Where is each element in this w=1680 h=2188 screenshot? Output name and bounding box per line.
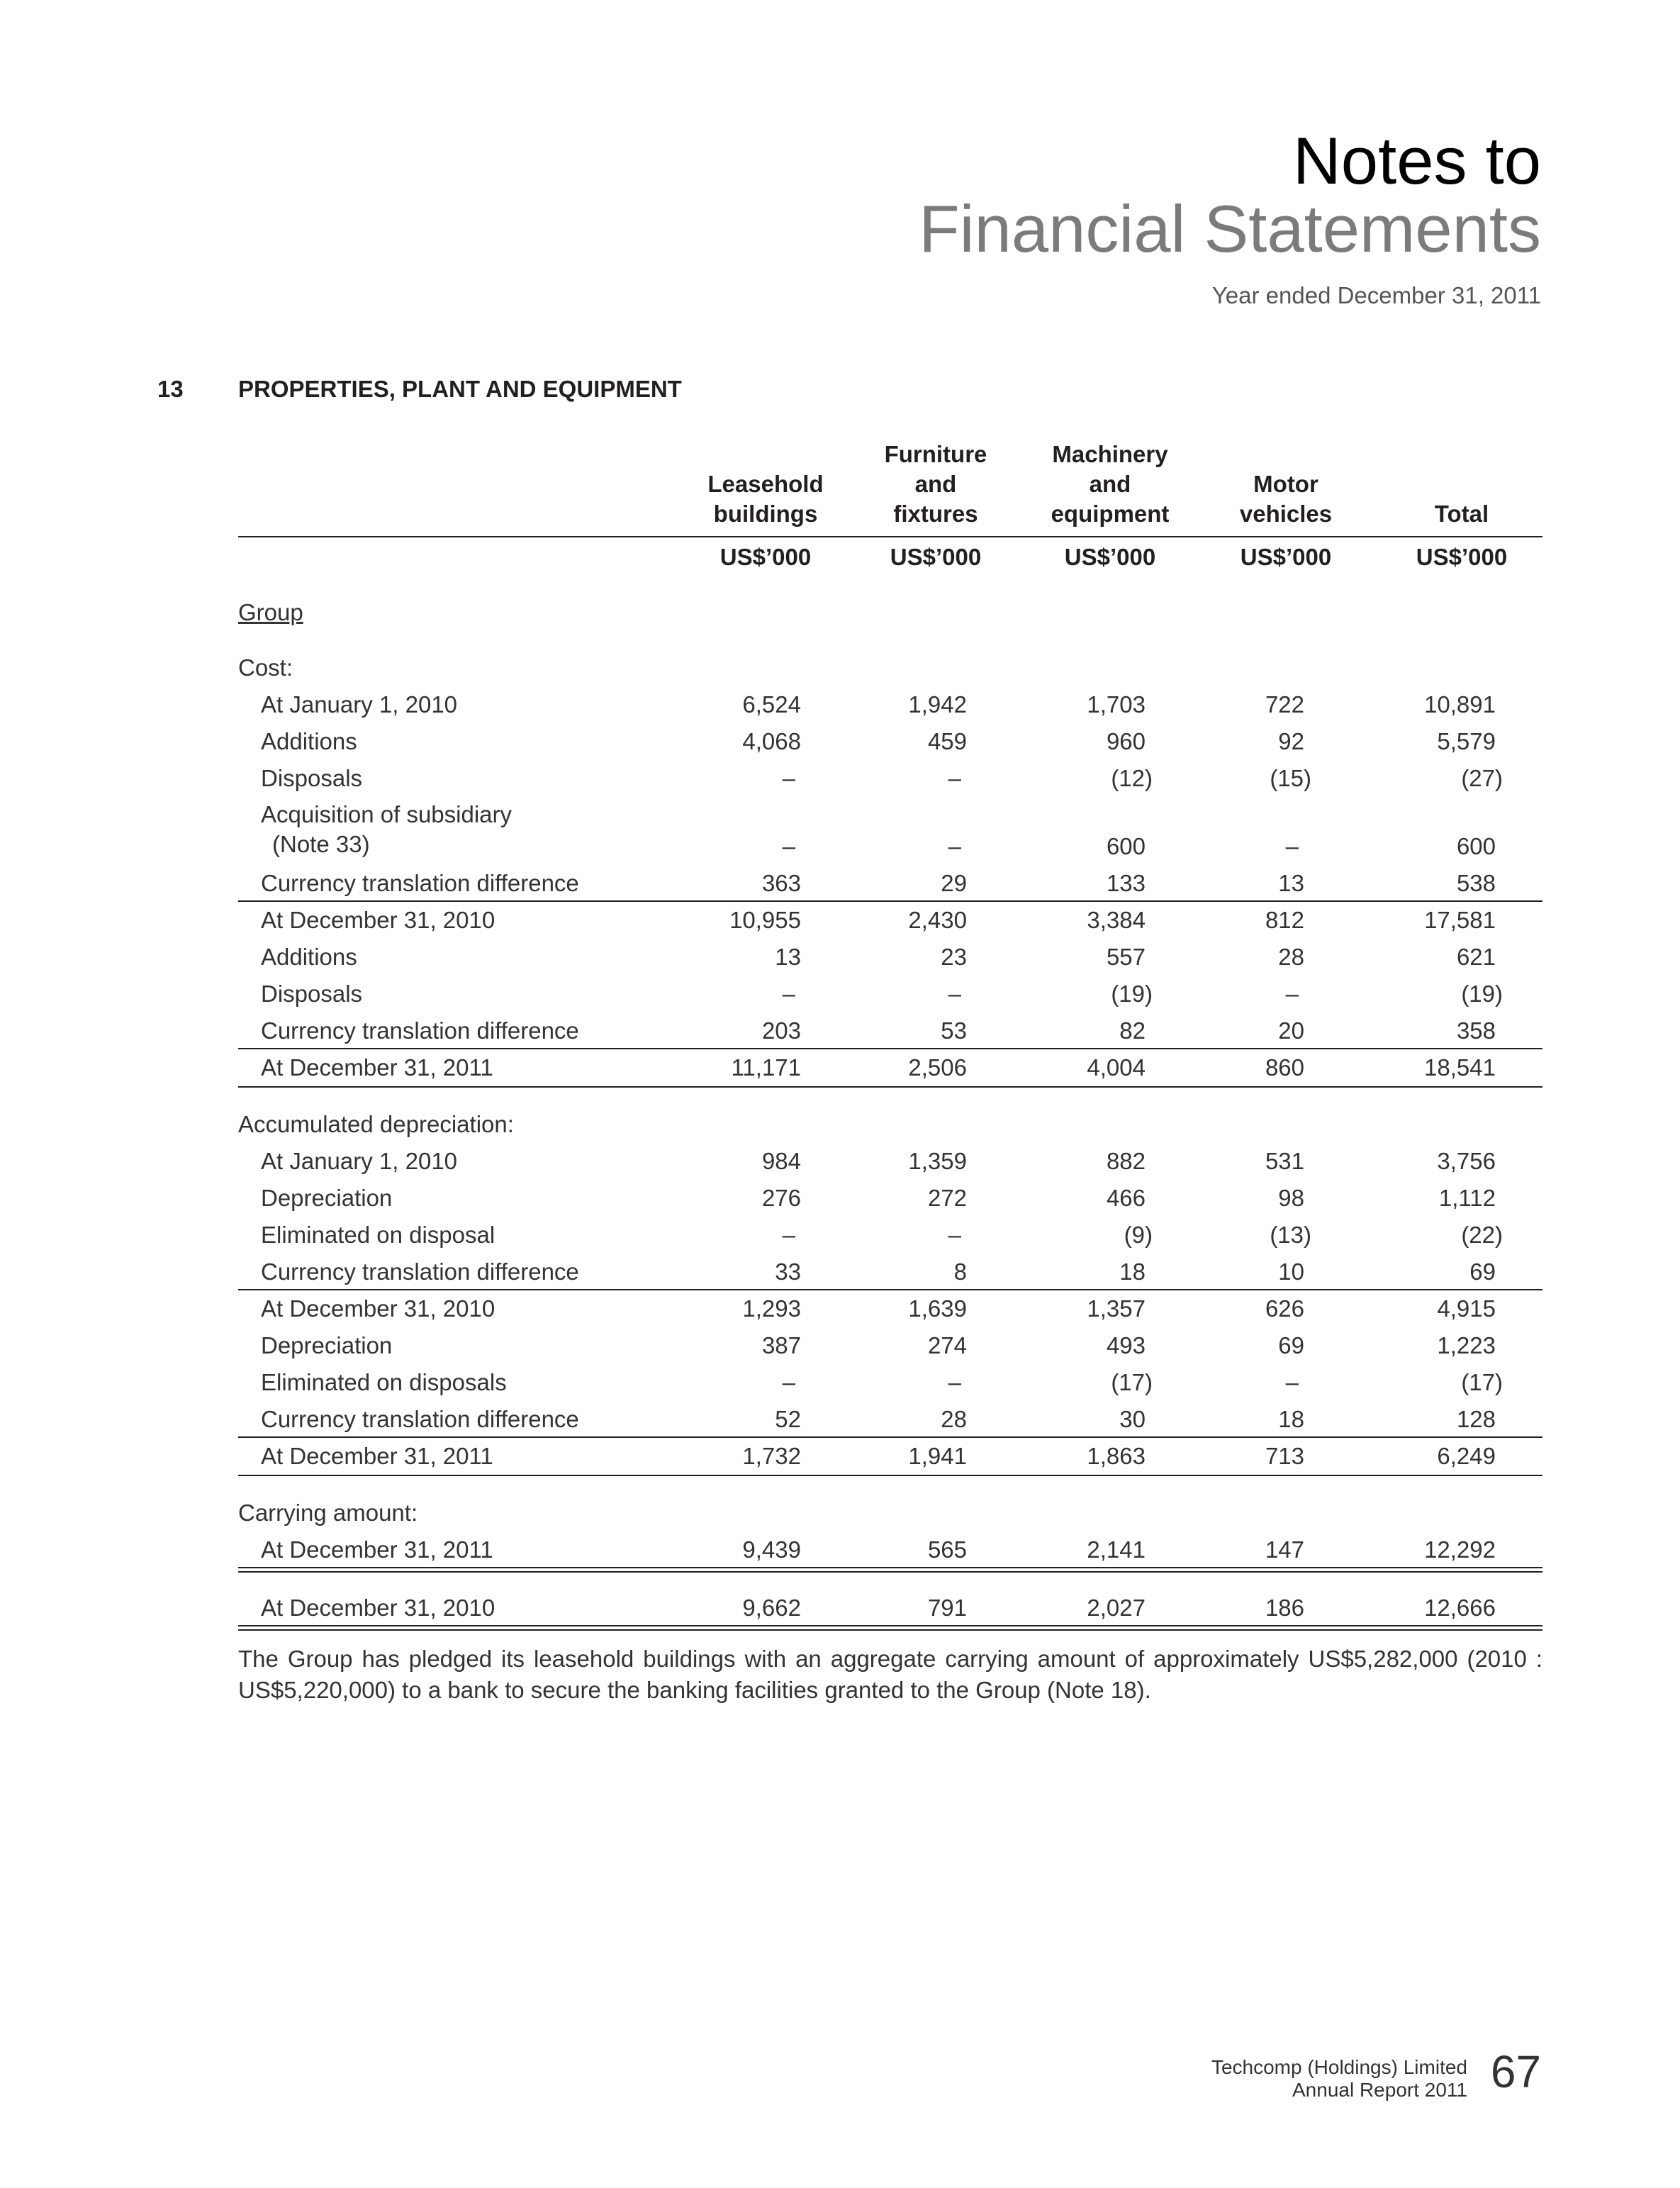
group-heading: [0, 594, 1680, 631]
table-row: [0, 865, 1680, 902]
cell-machinery: 4,004: [1087, 1054, 1146, 1081]
cell-total: 17,581: [1424, 907, 1496, 933]
column-header-line: and: [914, 471, 957, 497]
cell-motor: (13): [1270, 1222, 1311, 1248]
row-label: Depreciation: [261, 1332, 393, 1358]
cell-total: 6,249: [1437, 1443, 1496, 1469]
cell-machinery: 2,141: [1087, 1536, 1146, 1563]
row-label: Currency translation difference: [261, 1017, 579, 1044]
cell-leasehold: 387: [761, 1332, 801, 1358]
cell-furniture: –: [948, 833, 961, 859]
cell-total: 69: [1469, 1258, 1496, 1285]
column-header-line: and: [1089, 471, 1131, 497]
cell-machinery: 960: [1106, 728, 1146, 754]
table-row: [0, 760, 1680, 797]
row-label: At December 31, 2011: [261, 1054, 493, 1081]
cell-machinery: 82: [1119, 1017, 1146, 1044]
row-label: Additions: [261, 728, 357, 754]
column-header-total: [1380, 445, 1543, 529]
cell-leasehold: 9,662: [742, 1595, 801, 1621]
cell-motor: 860: [1265, 1054, 1304, 1081]
footer-company-name: Techcomp (Holdings) Limited: [1211, 2056, 1467, 2078]
page-number: 67: [1490, 2046, 1541, 2097]
header-rule: [238, 536, 1542, 537]
cell-motor: 28: [1278, 944, 1304, 970]
table-row: [0, 1327, 1680, 1364]
row-label: At January 1, 2010: [261, 691, 458, 718]
cell-leasehold: 203: [761, 1017, 801, 1044]
cell-leasehold: 1,732: [742, 1443, 801, 1469]
subtotal-rule: [238, 1048, 1542, 1049]
column-unit-total: US$’000: [1416, 544, 1508, 570]
cell-furniture: 1,941: [908, 1443, 967, 1469]
cell-furniture: 23: [941, 944, 967, 970]
row-label: At January 1, 2010: [261, 1148, 458, 1174]
table-row: [0, 902, 1680, 939]
table-row: [0, 1364, 1680, 1401]
cell-total: 600: [1456, 833, 1496, 859]
cell-motor: 713: [1265, 1443, 1304, 1469]
table-row: [0, 1290, 1680, 1327]
row-label: Disposals: [261, 981, 363, 1007]
table-row: [0, 1531, 1680, 1568]
cell-motor: 18: [1278, 1406, 1304, 1432]
cell-total: (19): [1461, 981, 1503, 1007]
cell-machinery: 557: [1106, 944, 1146, 970]
table-row: [0, 686, 1680, 723]
table-row: [0, 1217, 1680, 1254]
depreciation-heading: [0, 1106, 1680, 1143]
cell-leasehold: 10,955: [729, 907, 801, 933]
cell-total: 1,223: [1437, 1332, 1496, 1358]
cell-total: 3,756: [1437, 1148, 1496, 1174]
double-rule: [238, 1625, 1542, 1631]
cell-total: 5,579: [1437, 728, 1496, 754]
subtotal-rule: [238, 900, 1542, 902]
cell-furniture: –: [948, 1222, 961, 1248]
cell-machinery: 1,863: [1087, 1443, 1146, 1469]
column-header-line: buildings: [713, 501, 818, 527]
cell-furniture: 29: [941, 870, 967, 896]
cell-motor: 626: [1265, 1295, 1304, 1322]
cell-total: (27): [1461, 765, 1503, 791]
cell-furniture: 791: [927, 1595, 967, 1621]
cell-leasehold: 363: [761, 870, 801, 896]
cell-machinery: (12): [1111, 765, 1153, 791]
column-unit-furniture: US$’000: [890, 544, 982, 570]
table-row: [0, 1049, 1680, 1086]
cell-leasehold: –: [782, 1369, 795, 1395]
double-rule: [238, 1567, 1542, 1573]
cell-furniture: 8: [953, 1258, 967, 1285]
cell-machinery: 2,027: [1087, 1595, 1146, 1621]
cell-furniture: 2,430: [908, 907, 967, 933]
cell-motor: 69: [1278, 1332, 1304, 1358]
column-header-leasehold: [684, 445, 847, 529]
page-title-line2: Financial Statements: [919, 191, 1541, 266]
cell-furniture: 272: [927, 1185, 967, 1211]
column-header-line: Furniture: [884, 441, 987, 467]
cell-leasehold: 33: [775, 1258, 801, 1285]
column-header-furniture: [854, 441, 1017, 529]
cell-machinery: 30: [1119, 1406, 1146, 1432]
cell-motor: 147: [1265, 1536, 1304, 1563]
cell-motor: 98: [1278, 1185, 1304, 1211]
cell-total: 128: [1456, 1406, 1496, 1432]
cell-leasehold: 6,524: [742, 691, 801, 718]
column-header-line: vehicles: [1239, 501, 1333, 527]
subtotal-rule: [238, 1289, 1542, 1290]
table-row: [0, 1143, 1680, 1180]
column-header-line: Machinery: [1052, 441, 1168, 467]
cell-motor: 20: [1278, 1017, 1304, 1044]
cell-furniture: –: [948, 981, 961, 1007]
table-row: [0, 1438, 1680, 1475]
cell-machinery: 466: [1106, 1185, 1146, 1211]
cell-motor: 92: [1278, 728, 1304, 754]
page-title-line1: Notes to: [1292, 123, 1541, 198]
cell-leasehold: 4,068: [742, 728, 801, 754]
cell-machinery: 3,384: [1087, 907, 1146, 933]
cell-machinery: 133: [1106, 870, 1146, 896]
cell-total: (17): [1461, 1369, 1503, 1395]
cell-motor: 13: [1278, 870, 1304, 896]
table-row: [0, 723, 1680, 760]
column-header-motor: [1204, 445, 1367, 529]
row-label: Eliminated on disposals: [261, 1369, 507, 1395]
row-label: At December 31, 2010: [261, 1295, 495, 1322]
footer-report-name: Annual Report 2011: [1292, 2079, 1467, 2101]
cell-motor: –: [1285, 833, 1299, 859]
cell-motor: –: [1285, 981, 1299, 1007]
cell-machinery: 1,703: [1087, 691, 1146, 718]
page-subtitle: Year ended December 31, 2011: [1211, 282, 1541, 308]
cost-heading-label: Cost:: [238, 654, 293, 681]
section-title: PROPERTIES, PLANT AND EQUIPMENT: [238, 376, 682, 402]
carrying-heading-label: Carrying amount:: [238, 1500, 418, 1526]
cell-furniture: 274: [927, 1332, 967, 1358]
column-header-line: Motor: [1253, 471, 1318, 497]
cell-machinery: (17): [1111, 1369, 1153, 1395]
cell-motor: 531: [1265, 1148, 1304, 1174]
row-label: Disposals: [261, 765, 363, 791]
cell-machinery: (19): [1111, 981, 1153, 1007]
table-row: [0, 939, 1680, 976]
table-row: [0, 976, 1680, 1012]
cell-motor: –: [1285, 1369, 1299, 1395]
cell-machinery: (9): [1124, 1222, 1153, 1248]
cell-total: 621: [1456, 944, 1496, 970]
cell-total: 12,666: [1424, 1595, 1496, 1621]
cell-machinery: 18: [1119, 1258, 1146, 1285]
cell-motor: 722: [1265, 691, 1304, 718]
cell-motor: 10: [1278, 1258, 1304, 1285]
column-header-line: equipment: [1051, 501, 1170, 527]
cell-leasehold: 1,293: [742, 1295, 801, 1322]
column-header-line: fixtures: [893, 501, 978, 527]
cell-machinery: 1,357: [1087, 1295, 1146, 1322]
carrying-heading: [0, 1495, 1680, 1531]
cell-leasehold: 11,171: [731, 1054, 801, 1081]
column-unit-motor: US$’000: [1240, 544, 1332, 570]
cell-total: 4,915: [1437, 1295, 1496, 1322]
column-header-line: Total: [1434, 501, 1489, 527]
cost-heading: [0, 649, 1680, 686]
cell-machinery: 882: [1106, 1148, 1146, 1174]
cell-leasehold: 52: [775, 1406, 801, 1432]
cell-leasehold: 13: [775, 944, 801, 970]
column-header-line: Leasehold: [707, 471, 824, 497]
cell-leasehold: –: [782, 1222, 795, 1248]
row-label: [261, 800, 512, 859]
cell-furniture: 1,359: [908, 1148, 967, 1174]
row-label: Currency translation difference: [261, 1406, 579, 1432]
cell-total: 358: [1456, 1017, 1496, 1044]
depreciation-heading-label: Accumulated depreciation:: [238, 1111, 514, 1137]
cell-machinery: 493: [1106, 1332, 1146, 1358]
column-unit-leasehold: US$’000: [719, 544, 812, 570]
subtotal-rule: [238, 1436, 1542, 1438]
cell-furniture: 565: [927, 1536, 967, 1563]
cell-leasehold: 276: [761, 1185, 801, 1211]
cell-leasehold: –: [782, 981, 795, 1007]
row-label: At December 31, 2010: [261, 1595, 495, 1621]
cell-furniture: 28: [941, 1406, 967, 1432]
cell-motor: 186: [1265, 1595, 1304, 1621]
row-label-line2: (Note 33): [272, 831, 370, 857]
cell-furniture: 53: [941, 1017, 967, 1044]
table-row: [0, 1254, 1680, 1290]
cell-motor: 812: [1265, 907, 1304, 933]
column-header-machinery: [1029, 441, 1192, 529]
cell-leasehold: 9,439: [742, 1536, 801, 1563]
row-label: At December 31, 2011: [261, 1536, 493, 1563]
pledge-note: The Group has pledged its leasehold buildings with an aggregate carrying amount of approximately US$5,282,000 (2010 : US$5,220,000) to a bank to secure the banking facilities granted to the Group (Note 18).: [238, 1646, 1542, 1703]
cell-leasehold: –: [782, 765, 795, 791]
cell-furniture: –: [948, 765, 961, 791]
row-label: At December 31, 2010: [261, 907, 495, 933]
row-label: Currency translation difference: [261, 870, 579, 896]
row-label-line1: Acquisition of subsidiary: [261, 801, 513, 827]
table-row: [0, 1590, 1680, 1626]
column-unit-machinery: US$’000: [1064, 544, 1156, 570]
row-label: Currency translation difference: [261, 1258, 579, 1285]
cell-total: 12,292: [1424, 1536, 1496, 1563]
cell-total: 10,891: [1424, 691, 1496, 718]
footer-company: [1211, 2056, 1467, 2102]
cell-furniture: 459: [927, 728, 967, 754]
row-label: Depreciation: [261, 1185, 393, 1211]
cell-furniture: 1,639: [908, 1295, 967, 1322]
cell-total: 538: [1456, 870, 1496, 896]
table-row: [0, 1401, 1680, 1438]
cell-total: 18,541: [1424, 1054, 1496, 1081]
cell-leasehold: 984: [761, 1148, 801, 1174]
table-row: [0, 1012, 1680, 1049]
cell-total: 1,112: [1438, 1185, 1496, 1211]
cell-furniture: 2,506: [908, 1054, 967, 1081]
cell-leasehold: –: [782, 833, 795, 859]
total-rule: [238, 1475, 1542, 1476]
group-heading-label: Group: [238, 599, 303, 625]
row-label: Additions: [261, 944, 357, 970]
section-number: 13: [157, 376, 184, 402]
cell-machinery: 600: [1106, 833, 1146, 859]
total-rule: [238, 1086, 1542, 1088]
cell-total: (22): [1461, 1222, 1503, 1248]
table-row: [0, 1180, 1680, 1217]
table-row: [0, 797, 1680, 864]
cell-furniture: –: [948, 1369, 961, 1395]
row-label: At December 31, 2011: [261, 1443, 493, 1469]
cell-motor: (15): [1270, 765, 1311, 791]
row-label: Eliminated on disposal: [261, 1222, 495, 1248]
cell-furniture: 1,942: [908, 691, 967, 718]
